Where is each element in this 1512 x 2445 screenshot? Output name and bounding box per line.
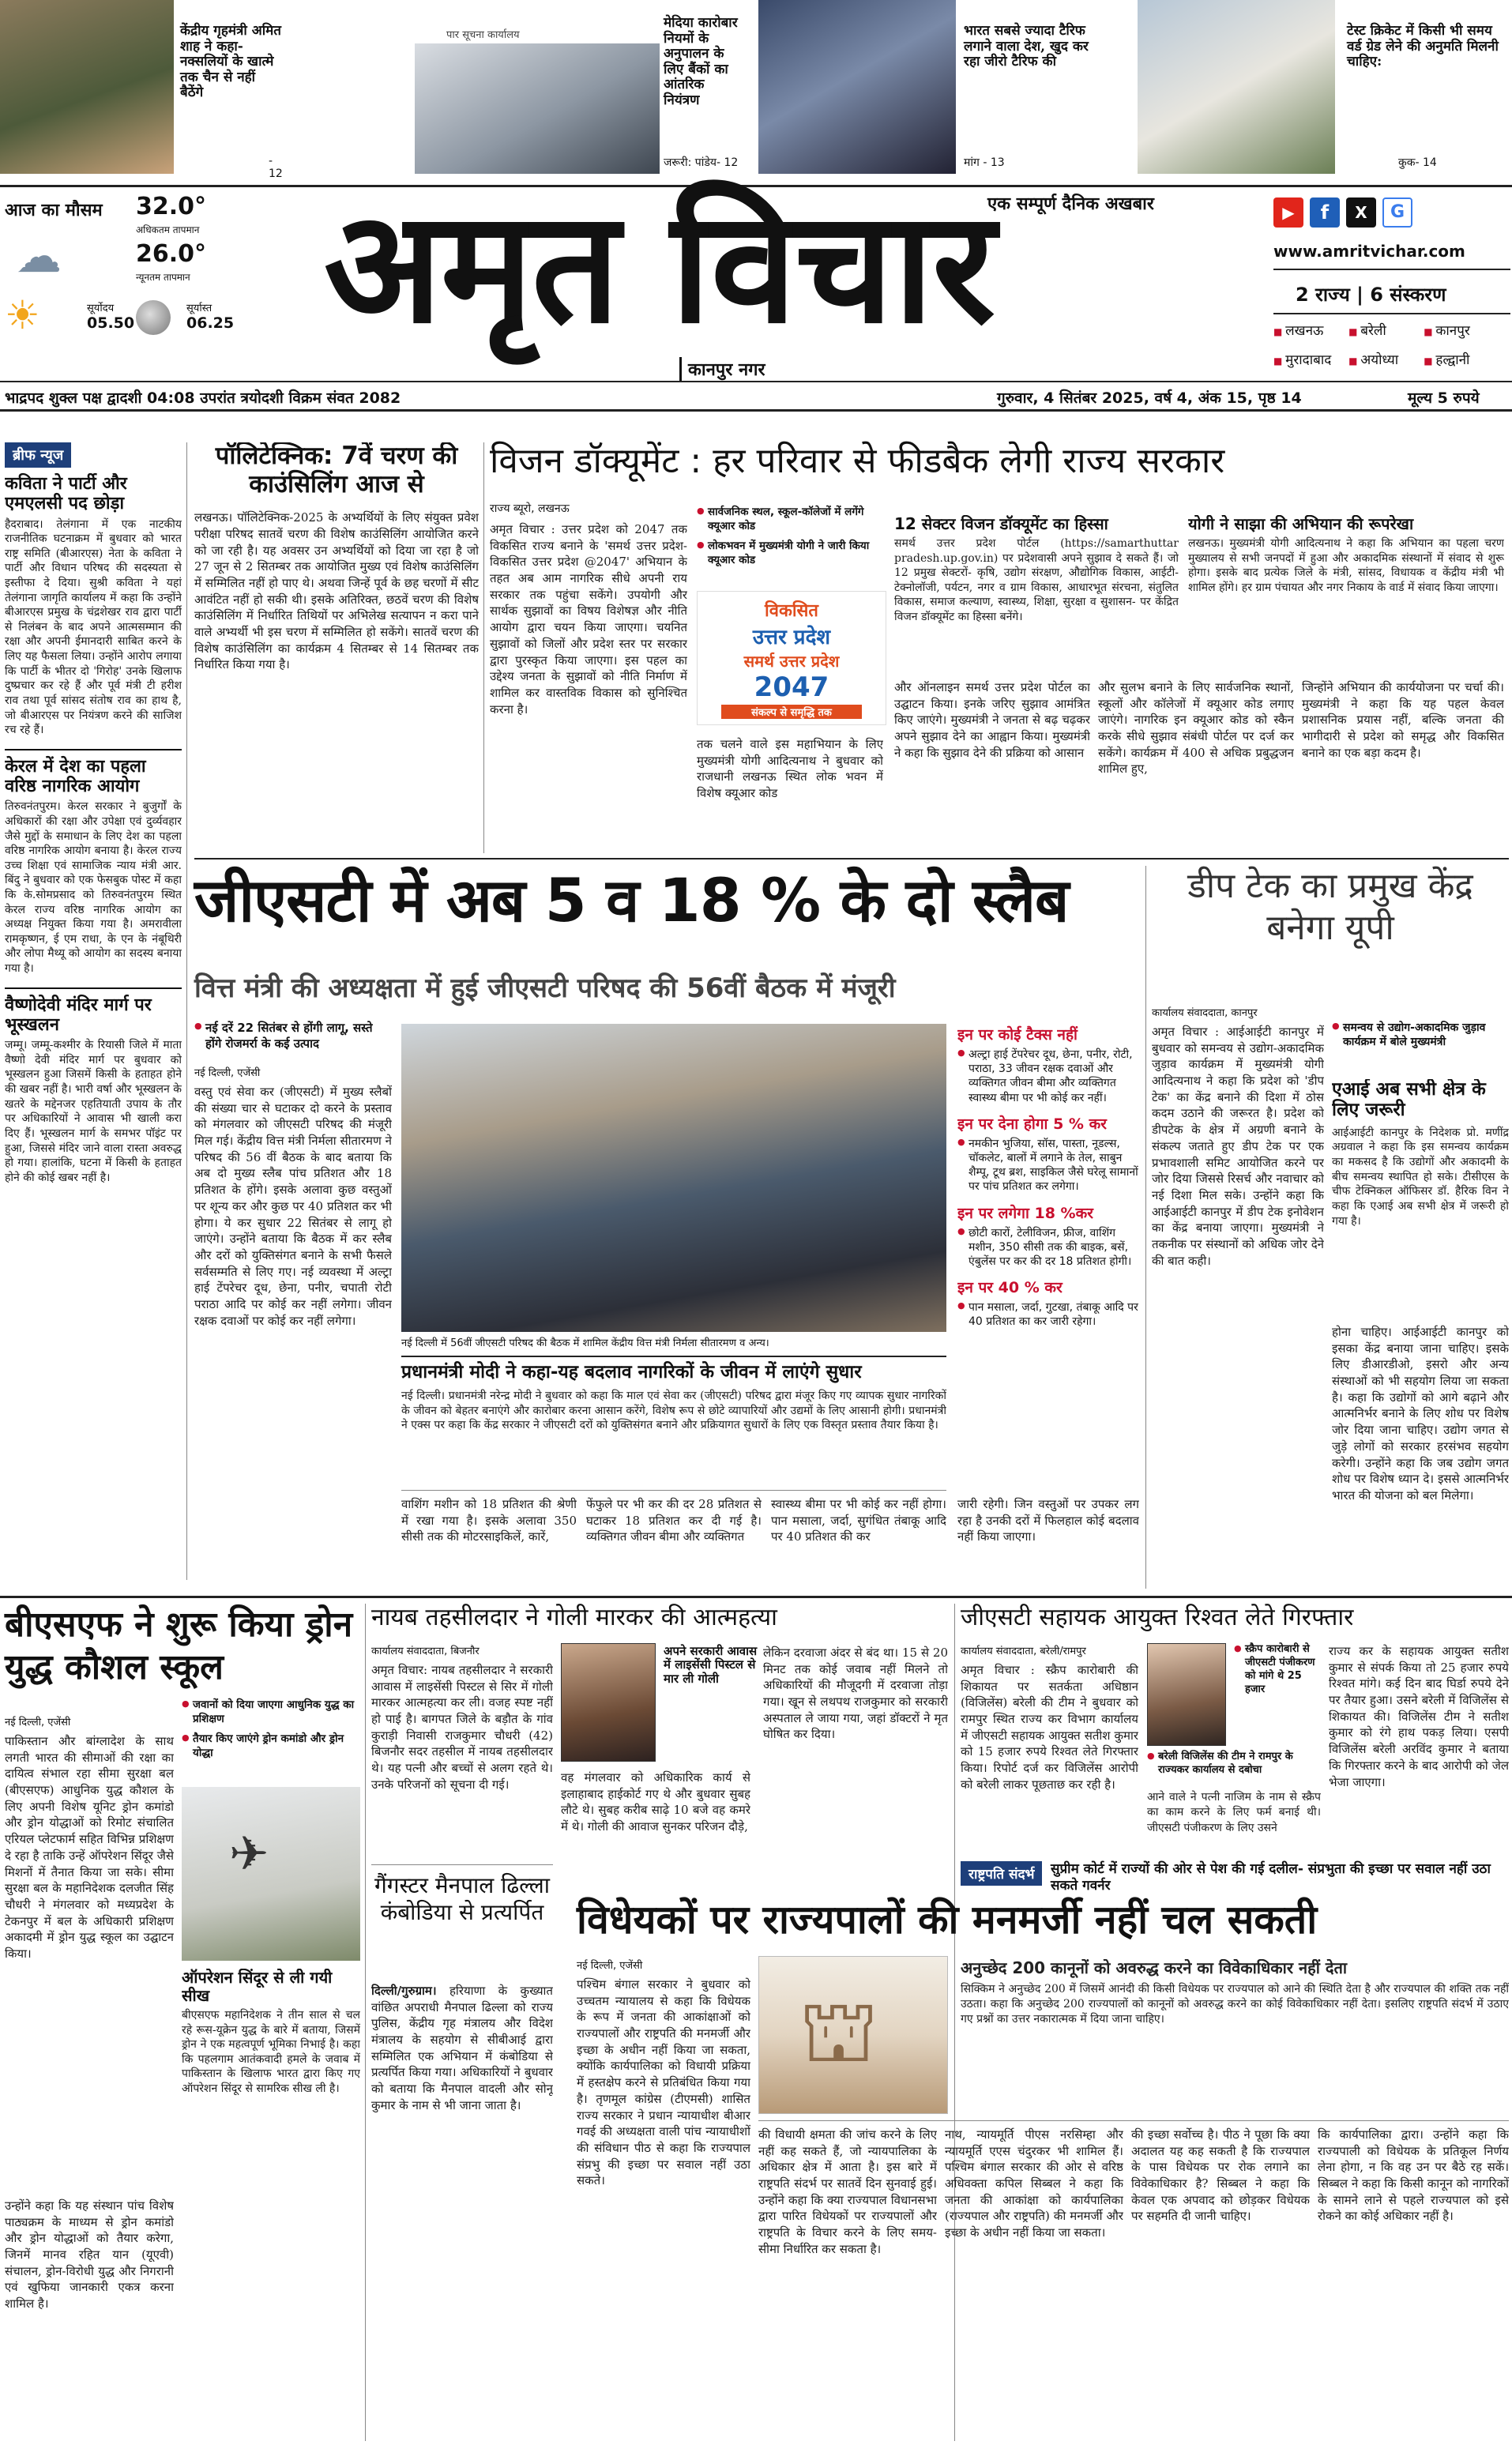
vision-box-2-text: लखनऊ। मुख्यमंत्री योगी आदित्यनाथ ने कहा कि अभियान का पहला चरण मुख्यालय से सभी जनपदों में हुआ और अकादमिक संस्थानों में संवाद से शुरू होगा। इसके बाद प्रत्येक जिले के मंत्री, सांसद, विधायक व केंद्रीय मंत्री भी शामिल होंगे। हर ग्राम पंचायत और नगर निकाय के वार्ड में संवाद किया जाएगा।: [1188, 537, 1504, 594]
tehsildar-divider: [371, 1864, 553, 1865]
deeptech-story: [1152, 866, 1509, 1589]
polytechnic-divider: [483, 442, 484, 853]
vision-box-1-title: 12 सेक्टर विजन डॉक्यूमेंट का हिस्सा: [894, 515, 1108, 533]
no-tax-item: ● अल्ट्रा हाई टेंपरेचर दूध, छेना, पनीर, रोटी, पराठा, 33 जीवन रक्षक दवाओं और व्यक्तिगत जीवन बीमा और व्यक्तिगत स्वास्थ्य बीमा पर भी कोई कर नहीं।: [957, 1048, 1139, 1105]
teaser-3-page: मांग - 13: [964, 156, 1005, 169]
vision-bullet-2: ● लोकभवन में मुख्यमंत्री योगी ने जारी किया क्यूआर कोड: [697, 540, 886, 567]
teaser-1-photo: [0, 0, 174, 174]
bsf-bullet-2: ● तैयार किए जाएंगे ड्रोन कमांडो और ड्रोन योद्धा: [182, 1732, 360, 1760]
hindu-calendar-date: भाद्रपद शुक्ल पक्ष द्वादशी 04:08 उपरांत त्रयोदशी विक्रम संवत 2082: [5, 389, 401, 407]
deeptech-ai-title: एआई अब सभी क्षेत्र के लिए जरूरी: [1332, 1079, 1486, 1121]
tehsildar-text-b: वह मंगलवार को अधिकारिक कार्य से इलाहाबाद हाईकोर्ट गए थे और बुधवार सुबह लौटे थे। सुबह करीब साढ़े 10 बजे वह कमरे में थे। गोली की आवाज सुनकर परिजन दौड़े,: [561, 1770, 750, 1834]
gst-story: [194, 866, 1142, 1589]
moon-icon: [136, 300, 171, 335]
vision-bureau: राज्य ब्यूरो, लखनऊ: [490, 502, 570, 515]
gst-tail-text: जारी रहेगी। जिन वस्तुओं पर उपकर लग रहा है उनकी दरों में फिलहाल कोई बदलाव नहीं किया जाएगा।: [957, 1497, 1139, 1544]
min-temp-label: न्यूनतम तापमान: [136, 272, 190, 283]
bsf-drone-photo: [182, 1787, 360, 1961]
vision-box-1-text: समर्थ उत्तर प्रदेश पोर्टल (https://samarthuttar pradesh.up.gov.in) पर प्रदेशवासी अपने सुझाव दे सकते हैं। जो 12 प्रमुख सेक्टरों- कृषि, उद्योग संरक्षण, औद्योगिक विकास, आईटी-टेक्नोलॉजी, पर्यटन, नगर व ग्राम विकास, आधारभूत संरचना, संतुलित विकास, समाज कल्याण, स्वास्थ्य, शिक्षा, सुरक्षा व सुशासन- पर केंद्रित विजन डॉक्यूमेंट का हिस्सा बनेंगे।: [894, 537, 1179, 624]
teaser-strip: [0, 0, 1512, 183]
bsf-sindoor-title: ऑपरेशन सिंदूर से ली गयी सीख: [182, 1969, 333, 2005]
max-temp-label: अधिकतम तापमान: [136, 224, 200, 235]
vision-box-2-title: योगी ने साझा की अभियान की रूपरेखा: [1188, 515, 1414, 533]
dateline-bottom-rule: [0, 409, 1512, 412]
tax-18-item: ● छोटी कारों, टेलीविजन, फ्रीज, वाशिंग मशीन, 350 सीसी तक की बाइक, बसें, एंबुलेंस पर कर की दर 18 प्रतिशत होगी।: [957, 1226, 1139, 1270]
sc-label: राष्ट्रपति संदर्भ: [961, 1861, 1042, 1886]
gangster-text: [371, 1983, 553, 2433]
tax-5-item: ● नमकीन भुजिया, सॉस, पास्ता, नूडल्स, चॉकलेट, बालों में लगाने के तेल, साबुन शैम्पू, टूथ ब्रश, साइकिल जैसे घरेलू सामानों पर पांच प्रतिशत कर लगेगा।: [957, 1137, 1139, 1194]
sc-box-title: अनुच्छेद 200 कानूनों को अवरुद्ध करने का विवेकाधिकार नहीं देता: [961, 1959, 1348, 1977]
sc-text-c: नाथ, न्यायमूर्ति पीएस नरसिम्हा और न्यायमूर्ति एएस चंदुरकर भी शामिल हैं। पश्चिम बंगाल सरकार की ओर से वरिष्ठ अधिवक्ता कपिल सिब्बल ने कहा कि जनता की आकांक्षा को कार्यपालिका (राज्यपाल और राष्ट्रपति) की मनमर्जी और इच्छा के अधीन नहीं किया जा सकता।: [945, 2127, 1123, 2240]
gst-pm-top-rule: [401, 1356, 946, 1357]
bribe-text-c: राज्य कर के सहायक आयुक्त सतीश कुमार से संपर्क किया तो 25 हजार रुपये रिश्वत मांगे। कई दिन बाद घिर्डा रुपये देने पर तैयार हुआ। उसने बरेली में विजिलेंस से शिकायत की। विजिलेंस टीम ने सतीश कुमार को रंगे हाथ पकड़ लिया। एसपी विजिलेंस बरेली अरविंद कुमार ने बताया कि गिरफ्तार करने के बाद आरोपी को जेल भेजा जाएगा।: [1329, 1644, 1509, 1789]
vision-col-4: और सुलभ बनाने के लिए सार्वजनिक स्थानों, स्कूलों और कॉलेजों में क्यूआर कोड लगाए जाएंगे। नागरिक इन क्यूआर कोड को स्कैन करके सीधे सुझाव संबंधी पोर्टल पर दर्ज कर सकेंगे। कार्यक्रम में 400 से अधिक प्रबुद्धजन शामिल हुए,: [1098, 680, 1294, 777]
teaser-3-photo: [758, 0, 956, 174]
polytechnic-text: लखनऊ। पॉलिटेक्निक-2025 के अभ्यर्थियों के लिए संयुक्त प्रवेश परीक्षा परिषद सातवें चरण की विशेष काउंसिलिंग आयोजित करने को जा रही है। यह अवसर उन अभ्यर्थियों को दिया जा रहा है जो 27 जून से 2 सितम्बर तक आयोजित मुख्य एवं विशेष काउंसिलिंग में सम्मिलित नहीं हो पाए थे। अथवा जिन्हें पूर्व के छह चरणों में सीट आवंटित नहीं हो सकी थी। इसके अतिरिक्त, छठवें चरण की विशेष काउंसिलिंग में निर्धारित तिथियों पर अभिलेख सत्यापन न करा पाने वाले अभ्यर्थी भी इस चरण में सम्मिलित हो सकेंगे। सातवें चरण की विशेष काउंसिलिंग का कार्यक्रम 4 सितम्बर से 14 सितम्बर तक निर्धारित किया गया है।: [194, 510, 479, 672]
teaser-2-label: पार सूचना कार्यालय: [446, 29, 520, 41]
tehsildar-headline: नायब तहसीलदार ने गोली मारकर की आत्महत्या: [371, 1604, 777, 1631]
brief-news-column: [5, 442, 182, 1580]
tehsildar-dateline: कार्यालय संवाददाता, बिजनौर: [371, 1646, 480, 1657]
teaser-2-headline: मेदिया कारोबार नियमों के अनुपालन के लिए बैंकों का आंतरिक नियंत्रण: [664, 15, 738, 108]
dateline-top-rule: [0, 381, 1512, 382]
polytechnic-story: [194, 442, 479, 853]
sunset-label: सूर्यास्त: [186, 303, 213, 314]
issue-date: गुरुवार, 4 सितंबर 2025, वर्ष 4, अंक 15, पृष्ठ 14: [997, 389, 1302, 407]
gst-col-c: स्वास्थ्य बीमा पर भी कोई कर नहीं होगा। पान मसाला, जर्दा, सुगंधित तंबाकू आदि पर 40 प्रतिशत की कर: [771, 1497, 946, 1544]
vision-logo-tag: संकल्प से समृद्धि तक: [721, 705, 862, 719]
min-temp: 26.0°: [136, 240, 207, 268]
bribe-bullet-2: ● बरेली विजिलेंस की टीम ने रामपुर के राज्यकर कार्यालय से दबोचा: [1147, 1751, 1321, 1777]
sc-box-text: सिक्किम ने अनुच्छेद 200 में जिसमें आनंदी की किसी विधेयक पर राज्यपाल को आने की स्थिति देता है और राज्यपाल की शक्ति तक नहीं उठता। कहा कि अनुच्छेद 200 राज्यपालों को कानूनों को अवरुद्ध करने का कोई विवेकाधिकार नहीं देता। इसलिए राष्ट्रपति संदर्भ में उठाए गए प्रश्नों का उत्तर नकारात्मक में दिया जाना चाहिए।: [961, 1983, 1509, 2026]
deeptech-ai-text: आईआईटी कानपुर के निदेशक प्रो. मणींद्र अग्रवाल ने कहा कि इस समन्वय कार्यक्रम का मकसद है कि उद्योगों और अकादमी के बीच समन्वय स्थापित हो सके। टीसीएस के चीफ टेक्निकल ऑफिसर डॉ. हैरिक विन ने कहा कि एआई अब सभी क्षेत्र में जरूरी हो गया है।: [1332, 1126, 1509, 1228]
website-url[interactable]: www.amritvichar.com: [1273, 242, 1465, 261]
brief-1-headline: कविता ने पार्टी और एमएलसी पद छोड़ा: [5, 474, 127, 514]
youtube-icon[interactable]: ▶: [1273, 197, 1303, 228]
gst-bullet-1: ● नई दरें 22 सितंबर से होंगी लागू, सस्ते होंगे रोजमर्रा के कई उत्पाद: [194, 1021, 392, 1051]
bribe-photo: [1147, 1643, 1226, 1746]
teaser-3[interactable]: [758, 0, 1153, 178]
gst-pm-bottom-rule: [401, 1490, 946, 1491]
tehsildar-text-c: लेकिन दरवाजा अंदर से बंद था। 15 से 20 मिनट तक कोई जवाब नहीं मिलने तो अधिकारियों की मौजूदगी में दरवाजा तोड़ा गया। खून से लथपथ राजकुमार को सरकारी अस्पताल ले जाया गया, जहां डॉक्टरों ने मृत घोषित कर दिया।: [763, 1646, 948, 1742]
teaser-4-page: कुक- 14: [1398, 156, 1437, 169]
city-moradabad: ■ मुरादाबाद: [1273, 350, 1345, 368]
tehsildar-caption: अपने सरकारी आवास में लाइसेंसी पिस्टल से मार ली गोली: [664, 1644, 758, 1686]
bsf-bullets: [182, 1698, 360, 1766]
gst-right-divider: [1145, 866, 1146, 1589]
gst-col-b: फेंफुले पर भी कर की दर 28 प्रतिशत से घटाकर 18 प्रतिशत कर दी गई है। व्यक्तिगत जीवन बीमा और व्यक्तिगत: [586, 1497, 762, 1544]
gst-council-photo: [401, 1024, 946, 1332]
tehsildar-text: अमृत विचार: नायब तहसीलदार ने सरकारी आवास में लाइसेंसी पिस्टल से सिर में गोली मारकर आत्महत्या कर ली। वजह स्पष्ट नहीं हो पाई है। बागपत जिले के बड़ौत के गांव कुराड़ी निवासी राजकुमार चौधरी (42) बिजनौर सदर तहसील में नायब तहसीलदार थे। यह पत्नी और बच्चों से अलग रहते थे। उनके परिजनों को सूचना दी गई।: [371, 1663, 553, 1792]
bribe-bullet-1: ● स्क्रैप कारोबारी से जीएसटी पंजीकरण को मांगे थे 25 हजार: [1234, 1643, 1321, 1697]
teaser-4-photo: [1138, 0, 1335, 174]
sc-text-e: कि कार्यपालिका द्वारा। उन्होंने कहा कि राज्यपाली को विधेयक के प्रतिकूल निर्णय लेना होगा, न कि वह उन पर बैठे रह सकें। सिब्बल ने कहा कि किसी कानून को नागरिकों के सामने लाने से पहले राज्यपाल को इसे रोकने का कोई अधिकार नहीं है।: [1318, 2127, 1509, 2224]
vision-bottom-rule: [194, 858, 1509, 860]
sc-kicker: सुप्रीम कोर्ट में राज्यों की ओर से पेश की गई दलील- संप्रभुता की इच्छा पर सवाल नहीं उठा सकते गवर्नर: [1051, 1861, 1491, 1894]
no-tax-title: इन पर कोई टैक्स नहीं: [957, 1026, 1078, 1044]
brief-2-text: तिरुवनंतपुरम। केरल सरकार ने बुजुर्गों के अधिकारों की रक्षा और उपेक्षा एवं दुर्व्यवहार जैसे मुद्दों के समाधान के लिए देश का पहला वरिष्ठ नागरिक आयोग बनाया है। केरल राज्य उच्च शिक्षा एवं सामाजिक न्याय मंत्री आर. बिंदु ने बुधवार को एक फेसबुक पोस्ट में कहा कि के.सोमप्रसाद को तिरुवनंतपुरम स्थित केरल राज्य वरिष्ठ नागरिक आयोग का अध्यक्ष नियुक्त किया गया है। अमरावीला रामकृष्णन, ई एम राधा, के एन के नंबूथिरी और लोपा मैथ्यू को आयोग का सदस्य बनाया गया है।: [5, 800, 182, 976]
gst-subhead: वित्त मंत्री की अध्यक्षता में हुई जीएसटी परिषद की 56वीं बैठक में मंजूरी: [194, 972, 896, 1004]
bribe-headline: जीएसटी सहायक आयुक्त रिश्वत लेते गिरफ्तार: [961, 1604, 1354, 1631]
brief-2-headline: केरल में देश का पहला वरिष्ठ नागरिक आयोग: [5, 749, 182, 797]
bribe-text: अमृत विचार : स्क्रैप कारोबारी की शिकायत पर सतर्कता अधिष्ठान (विजिलेंस) बरेली की टीम ने बुधवार को रामपुर स्थित राज्य कर विभाग कार्यालय में जीएसटी सहायक आयुक्त सतीश कुमार को 15 हजार रुपये रिश्वत लेते गिरफ्तार किया। रिपोर्ट दर्ज कर विजिलेंस आरोपी को बरेली लाकर पूछताछ कर रही है।: [961, 1663, 1138, 1792]
price: मूल्य 5 रुपये: [1408, 389, 1480, 407]
gst-headline: जीएसटी में अब 5 व 18 % के दो स्लैब: [194, 865, 1069, 935]
teaser-1-headline: केंद्रीय गृहमंत्री अमित शाह ने कहा- नक्सलियों के खात्मे तक चैन से नहीं बैठेंगे: [180, 23, 281, 101]
city-bareilly: ■ बरेली: [1348, 321, 1420, 339]
max-temp: 32.0°: [136, 193, 207, 220]
weather-box: [0, 190, 237, 371]
facebook-icon[interactable]: f: [1310, 197, 1340, 228]
gangster-headline: गैंगस्टर मैनपाल ढिल्ला कंबोडिया से प्रत्यर्पित: [374, 1872, 551, 1925]
sc-box-rule: [758, 2120, 1509, 2121]
vision-mid-text: तक चलने वाले इस महाभियान के लिए मुख्यमंत्री योगी आदित्यनाथ ने बुधवार को राजधानी लखनऊ स्थित लोक भवन में विशेष क्यूआर कोड: [697, 737, 883, 801]
edition-label: कानपुर नगर: [679, 357, 765, 381]
gst-photo-caption: नई दिल्ली में 56वीं जीएसटी परिषद की बैठक में शामिल केंद्रीय वित्त मंत्री निर्मला सीतारमण व अन्य।: [401, 1337, 769, 1349]
deeptech-bullets: [1332, 1021, 1509, 1055]
bribe-text-b: आने वाले ने पत्नी नाजिम के नाम से स्क्रैप का काम करने के लिए फर्म बनाई थी। जीएसटी पंजीकरण के लिए उसने: [1147, 1791, 1321, 1834]
city-list: [1273, 321, 1510, 368]
gst-rate-boxes: [957, 1024, 1139, 1490]
vision-logo-line2: उत्तर प्रदेश: [752, 626, 831, 649]
vision-logo-line3: समर्थ उत्तर प्रदेश: [743, 652, 840, 671]
tehsildar-photo: [561, 1643, 656, 1762]
vision-bullet-1: ● सार्वजनिक स्थल, स्कूल-कॉलेजों में लगेंगे क्यूआर कोड: [697, 506, 886, 533]
bsf-dateline: नई दिल्ली, एजेंसी: [5, 1717, 71, 1728]
city-ayodhya: ■ अयोध्या: [1348, 350, 1420, 368]
teaser-2-photo: [415, 43, 660, 174]
sunrise-icon: ☀: [5, 292, 40, 338]
bribe-bullets: [1234, 1643, 1321, 1703]
brief-news-label: ब्रीफ न्यूज: [5, 442, 71, 468]
bribe-dateline: कार्यालय संवाददाता, बरेली/रामपुर: [961, 1646, 1086, 1657]
masthead-right-rule: [1273, 269, 1510, 270]
brief-3-text: जम्मू। जम्मू-कश्मीर के रियासी जिले में माता वैष्णो देवी मंदिर मार्ग पर बुधवार को भूस्खलन हुआ जिसमें किसी के हताहत होने की खबर नहीं है। भारी वर्षा और भूस्खलन के खतरे के मद्देनजर एहतियाती उपाय के तौर पर अधिकारियों ने आवास भी खाली करा दिए हैं। भूस्खलन मार्ग के समभर पॉइंट पर हुआ, जिससे मंदिर जाने वाला रास्ता अवरुद्ध हो गया। हालांकि, घटना में किसी के हताहत होने की कोई खबर नहीं है।: [5, 1039, 182, 1184]
teaser-1-page: - 12: [269, 155, 283, 180]
cloud-rain-icon: ☁: [16, 229, 62, 283]
brief-1-text: हैदराबाद। तेलंगाना में एक नाटकीय राजनीतिक घटनाक्रम में बुधवार को भारत राष्ट्र समिति (बीआरएस) नेता के कविता ने पार्टी और विधान परिषद की सदस्यता से इस्तीफा दे दिया। सुश्री कविता ने यहां तेलंगाना जागृति कार्यालय में कहा कि उन्होंने बीआरएस प्रमुख के चंद्रशेखर राव द्वारा पार्टी से निलंबन के बाद अपने आत्मसम्मान की रक्षा और अपनी ईमानदारी साबित करने के लिए यह फैसला लिया। उन्होंने आरोप लगाया कि पार्टी के भीतर दो 'गिरोह' उनके खिलाफ दुष्प्रचार कर रहे हैं और पूर्व मंत्री टी हरीश राव तथा पूर्व सांसद संतोष राव का हाथ है, जो बीआरएस पर नियंत्रण करने की साजिश रच रहे हैं।: [5, 517, 182, 737]
deeptech-ai-box: [1332, 1079, 1509, 1316]
sc-box: [961, 1959, 1509, 2093]
bribe-story: [961, 1604, 1509, 1856]
sc-building-photo: [758, 1956, 948, 2114]
bsf-sindoor-box: [182, 1969, 360, 2190]
tax-40-item: ● पान मसाला, जर्दा, गुटखा, तंबाकू आदि पर 40 प्रतिशत का कर जारी रहेगा।: [957, 1300, 1139, 1329]
bsf-story: [5, 1604, 360, 2441]
masthead-right-rule-2: [1273, 313, 1510, 314]
deeptech-bullet-1: ● समन्वय से उद्योग-अकादमिक जुड़ाव कार्यक्रम में बोले मुख्यमंत्री: [1332, 1021, 1509, 1049]
vision-logo-line1: विकसित: [765, 601, 818, 621]
teaser-2[interactable]: [304, 0, 743, 178]
bsf-divider: [365, 1604, 366, 2441]
sunset-time: 06.25: [186, 314, 235, 332]
sunrise-label: सूर्योदय: [87, 303, 115, 314]
sc-headline: विधेयकों पर राज्यपालों की मनमर्जी नहीं चल सकती: [577, 1897, 1318, 1943]
sunrise-time: 05.50: [87, 314, 135, 332]
masthead-tagline: एक सम्पूर्ण दैनिक अखबार: [987, 194, 1154, 214]
deeptech-dateline: कार्यालय संवाददाता, कानपुर: [1152, 1007, 1258, 1019]
deeptech-headline: डीप टेक का प्रमुख केंद्र बनेगा यूपी: [1187, 866, 1473, 948]
teaser-4-headline: टेस्ट क्रिकेट में किसी भी समय वर्ड ग्रेड लेने की अनुमति मिलनी चाहिए:: [1347, 23, 1499, 70]
states-editions: 2 राज्य | 6 संस्करण: [1296, 284, 1446, 306]
gst-col-a: वाशिंग मशीन को 18 प्रतिशत की श्रेणी में रखा गया है। इसके अलावा 350 सीसी तक की मोटरसाइकिलें, कारें,: [401, 1497, 577, 1544]
teaser-1[interactable]: [0, 0, 284, 178]
sc-text: पश्चिम बंगाल सरकार ने बुधवार को उच्चतम न्यायालय से कहा कि विधेयक के रूप में जनता की आकांक्षाओं को राज्यपालों और राष्ट्रपति की मनमर्जी और इच्छा के अधीन नहीं किया जा सकता, क्योंकि कार्यपालिका को विधायी प्रक्रिया में हस्तक्षेप करने से प्रतिबंधित किया गया है। तृणमूल कांग्रेस (टीएमसी) शासित राज्य सरकार ने प्रधान न्यायाधीश बीआर गवई की अध्यक्षता वाली पांच न्यायाधीशों की संविधान पीठ से कहा कि राज्यपाल संप्रभु की इच्छा पर सवाल नहीं उठा सकते।: [577, 1977, 750, 2188]
deeptech-text-b: होना चाहिए। आईआईटी कानपुर को इसका केंद्र बनाया जाना चाहिए। इसके लिए डीआरडीओ, इसरो और अन्य संस्थाओं को भी सहयोग लिया जा सकता है। कहा कि उद्योगों को आगे बढ़ाने और आत्मनिर्भर बनाने के लिए शोध पर विशेष जोर दिया जाना चाहिए। उद्योग जगत से जुड़े लोगों को सरकार हरसंभव सहयोग करेगी। उन्होंने कहा कि जब उद्योग जगत शोध पर विशेष ध्यान दे। इससे आत्मनिर्भर भारत की योजना को बल मिलेगा।: [1332, 1325, 1509, 1503]
bsf-sindoor-text: बीएसएफ महानिदेशक ने तीन साल से चल रहे रूस-यूक्रेन युद्ध के बारे में बताया, जिसमें ड्रोन ने एक महत्वपूर्ण भूमिका निभाई है। कहा कि पहलगाम आतंकवादी हमले के जवाब में पाकिस्तान के खिलाफ भारत द्वारा किए गए ऑपरेशन सिंदूर से सामरिक सीख ली है।: [182, 2009, 360, 2096]
vision-box-1: [894, 515, 1179, 673]
gst-pm-text: नई दिल्ली। प्रधानमंत्री नरेन्द्र मोदी ने बुधवार को कहा कि माल एवं सेवा कर (जीएसटी) परिषद द्वारा मंजूर किए गए व्यापक सुधार नागरिकों के जीवन को बेहतर बनाएंगे और कारोबार करना आसान करेंगे, विशेष रूप से छोटे व्यापारियों और उद्यमों के लिए आसानी होगी। प्रधानमंत्री ने एक्स पर कहा कि केंद्र सरकार ने जीएसटी दरों को युक्तिसंगत बनाने और प्रक्रियागत सुधारों के लिए एक विस्तृत प्रस्ताव तैयार किया है।: [401, 1390, 946, 1432]
middle-separator: [0, 1596, 1512, 1598]
vision-col-5: जिन्होंने अभियान की कार्ययोजना पर चर्चा की। मुख्यमंत्री ने कहा कि यह पहल केवल प्रशासनिक प्रयास नहीं, बल्कि जनता की भागीदारी से प्रदेश को समृद्ध और विकसित बनाने का एक बड़ा कदम है।: [1302, 680, 1504, 760]
masthead-title: अमृत विचार: [324, 178, 995, 358]
city-lucknow: ■ लखनऊ: [1273, 321, 1345, 339]
brief-column-divider: [186, 442, 187, 1580]
bsf-text: पाकिस्तान और बांग्लादेश के साथ लगती भारत की सीमाओं की रक्षा का दायित्व संभाल रहा सीमा सुरक्षा बल (बीएसएफ) आधुनिक युद्ध कौशल के लिए अपनी विशेष यूनिट ड्रोन कमांडो और ड्रोन योद्धाओं को रिमोट संचालित एरियल प्लेटफार्म सहित विभिन्न प्रशिक्षण दे रहा है ताकि उन्हें ऑपरेशन सिंदूर जैसे मिशनों में तैनात किया जा सके। सीमा सुरक्षा बल के महानिदेशक दलजीत सिंह चौधरी ने मंगलवार को मध्यप्रदेश के टेकनपुर में बल के अधिकारी प्रशिक्षण अकादमी में ड्रोन युद्ध स्कूल का उद्घाटन किया।: [5, 1734, 174, 1961]
gst-pm-headline: प्रधानमंत्री मोदी ने कहा-यह बदलाव नागरिकों के जीवन में लाएंगे सुधार: [401, 1362, 862, 1382]
city-haldwani: ■ हल्द्वानी: [1424, 350, 1503, 368]
teaser-2-page: जरूरी: पांडेय- 12: [664, 156, 739, 169]
bribe-bullets-b: [1147, 1751, 1321, 1784]
sc-text-d: की इच्छा सर्वोच्च है। पीठ ने पूछा कि क्या अदालत यह कह सकती है कि राज्यपाल के पास विधेयक पर रोक लगाने का विवेकाधिकार है? सिब्बल ने कहा कि केवल एक अपवाद को छोड़कर विधेयक पर सहमति दी जानी चाहिए।: [1131, 2127, 1310, 2224]
tax-40-title: इन पर 40 % कर: [957, 1279, 1063, 1297]
gst-dateline: नई दिल्ली, एजेंसी: [194, 1067, 261, 1079]
vision-text: [490, 521, 687, 845]
deeptech-text: अमृत विचार : आईआईटी कानपुर में बुधवार को समन्वय से उद्योग-अकादमिक जुड़ाव कार्यक्रम में मुख्यमंत्री योगी आदित्यनाथ ने कहा कि प्रदेश को 'डीप टेक' का केंद्र बनाने की दिशा में ठोस कदम उठाने की जरूरत है। प्रदेश को डीपटेक के क्षेत्र में अग्रणी बनाने के संकल्प जताते हुए डीप टेक पर एक प्रभावशाली समिट आयोजित करने पर जोर दिया जिससे रिसर्च और नवाचार को नई दिशा मिल सके। उन्होंने कहा कि आईआईटी कानपुर में डीप टेक इनोवेशन का केंद्र बनाया जाएगा। मुख्यमंत्री ने तकनीक पर संस्थानों को अधिक जोर देने की बात कही।: [1152, 1025, 1324, 1268]
teaser-4[interactable]: [1138, 0, 1509, 178]
gst-text: वस्तु एवं सेवा कर (जीएसटी) में मुख्य स्लैबों की संख्या चार से घटाकर दो करने के प्रस्ताव को मंगलवार को जीएसटी परिषद की मंजूरी मिल गई। केंद्रीय वित्त मंत्री निर्मला सीतारमण ने परिषद की 56 वीं बैठक के बाद बताया कि अब दो मुख्य स्लैब पांच प्रतिशत और 18 प्रतिशत के होंगे। इसके अलावा कुछ वस्तुओं पर शून्य कर और कुछ पर 40 प्रतिशत कर भी होगा। ये कर सुधार 22 सितंबर से लागू हो जाएंगे। उन्होंने बताया कि बैठक में कर स्लैब और दरों को युक्तिसंगत बनाने के सभी फैसले सर्वसम्मति से लिए गए। नई व्यवस्था में अल्ट्रा हाई टेंपरेचर दूध, छेना, पनीर, चपाती रोटी पराठा आदि पर कोई कर नहीं लगेगा। जीवन रक्षक दवाओं पर कोई कर नहीं लगेगा।: [194, 1085, 392, 1328]
tax-5-title: इन पर देना होगा 5 % कर: [957, 1115, 1107, 1133]
polytechnic-headline: पॉलिटेक्निक: 7वें चरण की काउंसिलिंग आज से: [215, 442, 458, 498]
gangster-dateline: दिल्ली/गुरुग्राम।: [371, 1984, 437, 1998]
vision-text-body: अमृत विचार : उत्तर प्रदेश को 2047 तक विकसित राज्य बनाने के 'समर्थ उत्तर प्रदेश-विकसित उत्तर प्रदेश @2047' अभियान के तहत अब आम नागरिक सीधे अपनी राय सरकार तक पहुंचा सकेंगे। उपयोगी और सार्थक सुझावों का विषय विशेषज्ञ और नीति आयोग द्वारा चयन किया जाएगा। चयनित सुझावों को जिलों और प्रदेश स्तर पर सरकार द्वारा पुरस्कृत किया जाएगा। इस पहल का उद्देश्य जनता के सुझावों को नीति निर्माण में शामिल कर वास्तविक विकास को सुनिश्चित करना है।: [490, 522, 687, 717]
social-icons: [1273, 197, 1416, 232]
supreme-court-icon: ⛫: [799, 1980, 879, 2082]
gangster-text-body: हरियाणा के कुख्यात वांछित अपराधी मैनपाल ढिल्ला को राज्य पुलिस, केंद्रीय गृह मंत्रालय और विदेश मंत्रालय के सहयोग से सीबीआई द्वारा सम्मिलित एक अभियान में कंबोडिया से प्रत्यर्पित किया गया। अधिकारियों ने बुधवार को बताया कि मैनपाल वादली और सोनू कुमार के नाम से भी जाना जाता है।: [371, 1984, 553, 2112]
vision-bullets: [697, 506, 886, 574]
sc-text-b: की विधायी क्षमता की जांच करने के लिए नहीं कह सकते हैं, जो न्यायपालिका के अधिकार क्षेत्र में आता है। इस बारे में राष्ट्रपति संदर्भ पर सातवें दिन सुनवाई हुई। उन्होंने कहा कि क्या राज्यपाल विधानसभा द्वारा पारित विधेयकों पर राज्यपालों और राष्ट्रपति के विचार करने के लिए समय-सीमा निर्धारित कर सकता है।: [758, 2127, 937, 2256]
x-twitter-icon[interactable]: X: [1346, 197, 1376, 228]
vision-logo: [697, 591, 886, 725]
teaser-3-headline: भारत सबसे ज्यादा टैरिफ लगाने वाला देश, खुद कर रहा जीरो टैरिफ की: [964, 23, 1089, 70]
city-kanpur: ■ कानपुर: [1424, 321, 1503, 339]
vision-box-2: [1188, 515, 1504, 673]
vision-headline: विजन डॉक्यूमेंट : हर परिवार से फीडबैक लेगी राज्य सरकार: [490, 441, 1225, 481]
bsf-text-b: उन्होंने कहा कि यह संस्थान पांच विशेष पाठ्यक्रम के माध्यम से ड्रोन कमांडो और ड्रोन योद्धाओं को तैयार करेगा, जिनमें मानव रहित यान (यूएवी) संचालन, ड्रोन-विरोधी युद्ध और निगरानी एवं खुफिया जानकारी एकत्र करना शामिल है।: [5, 2199, 174, 2311]
bsf-bullet-1: ● जवानों को दिया जाएगा आधुनिक युद्ध का प्रशिक्षण: [182, 1698, 360, 1726]
gst-bullets: [194, 1021, 392, 1058]
drone-icon: ✈: [229, 1826, 269, 1882]
tax-18-title: इन पर लगेगा 18 %कर: [957, 1204, 1093, 1222]
bsf-headline: बीएसएफ ने शुरू किया ड्रोन युद्ध कौशल स्कूल: [5, 1604, 353, 1687]
vision-story: [490, 442, 1509, 853]
sc-dateline: नई दिल्ली, एजेंसी: [577, 1960, 643, 1972]
vision-col-3: और ऑनलाइन समर्थ उत्तर प्रदेश पोर्टल का उद्घाटन किया। इनके जरिए सुझाव आमंत्रित किए जाएंगे। मुख्यमंत्री ने जनता से बढ़ चढ़कर अपने सुझाव देने का आह्वान किया। मुख्यमंत्री ने कहा कि सुझाव देने की प्रक्रिया को आसान: [894, 680, 1090, 760]
weather-label: आज का मौसम: [5, 201, 103, 220]
brief-3-headline: वैष्णोदेवी मंदिर मार्ग पर भूस्खलन: [5, 987, 182, 1036]
google-icon[interactable]: G: [1382, 197, 1412, 228]
vision-logo-year: 2047: [754, 671, 829, 703]
